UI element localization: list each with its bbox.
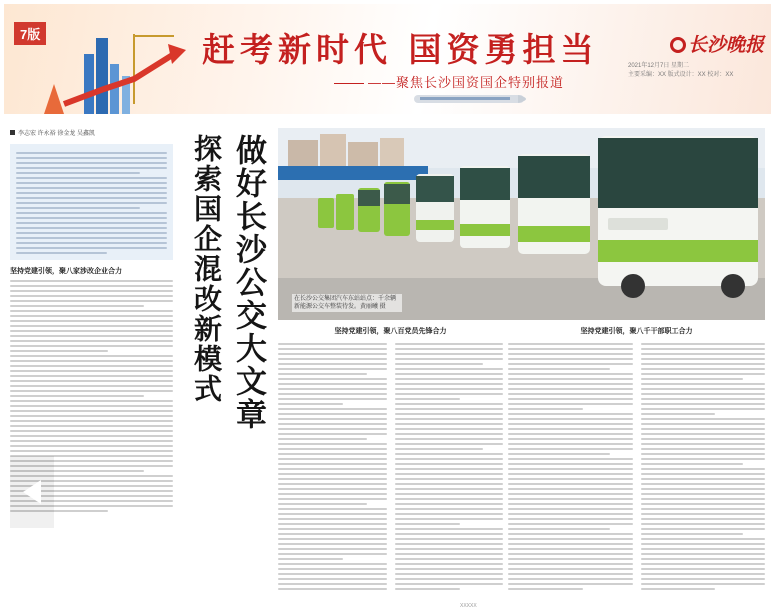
- article-title-primary: 做好长沙公交大文章: [230, 134, 266, 431]
- column-a-title: 坚持党建引领，聚八百党员先锋合力: [334, 328, 447, 335]
- bus-photo: [278, 128, 765, 320]
- dateline-date: 2021年12月7日 星期二: [628, 63, 690, 69]
- lead-paragraph: [10, 144, 173, 260]
- arrow-left-icon: [23, 480, 41, 504]
- photo-caption: 在长沙公交集团汽车东站站点：千余辆新能源公交车整装待发。黄丽曦 摄: [292, 294, 402, 312]
- byline: 李志宏 许永裕 徐金龙 吴鑫凯: [10, 128, 173, 137]
- column-b-title: 坚持党建引领，聚八千干部职工合力: [580, 328, 693, 335]
- dateline-staff: 主要采编：XX 版式设计：XX 校对：XX: [628, 72, 734, 78]
- dateline: [628, 62, 733, 80]
- logo-icon: [670, 37, 686, 53]
- article-title: [182, 134, 278, 474]
- bus-photo-image: [278, 128, 765, 320]
- column-b: [508, 326, 765, 606]
- previous-page-button[interactable]: [10, 456, 54, 528]
- section-headline: 赶考新时代 国资勇担当: [202, 30, 599, 69]
- article-title-secondary: 探索国企混改新模式: [190, 134, 223, 404]
- left-section-title: 坚持党建引领，聚八家涉改企业合力: [10, 268, 122, 275]
- column-a: [278, 326, 503, 606]
- column-b-text-2: [641, 340, 766, 593]
- logo-text: 长沙晚报: [688, 34, 765, 56]
- section-subhead: ——聚焦长沙国资国企特别报道: [334, 72, 564, 91]
- column-a-text-1: [278, 340, 387, 593]
- column-b-text-1: [508, 340, 633, 593]
- city-skyline-graphic: [44, 24, 204, 114]
- edition-badge: 7版: [14, 22, 46, 45]
- newspaper-logo: [670, 30, 764, 57]
- train-graphic: [414, 92, 534, 106]
- footer-mark: XXXXX: [460, 603, 477, 609]
- column-a-text-2: [395, 340, 504, 593]
- masthead: [4, 4, 771, 114]
